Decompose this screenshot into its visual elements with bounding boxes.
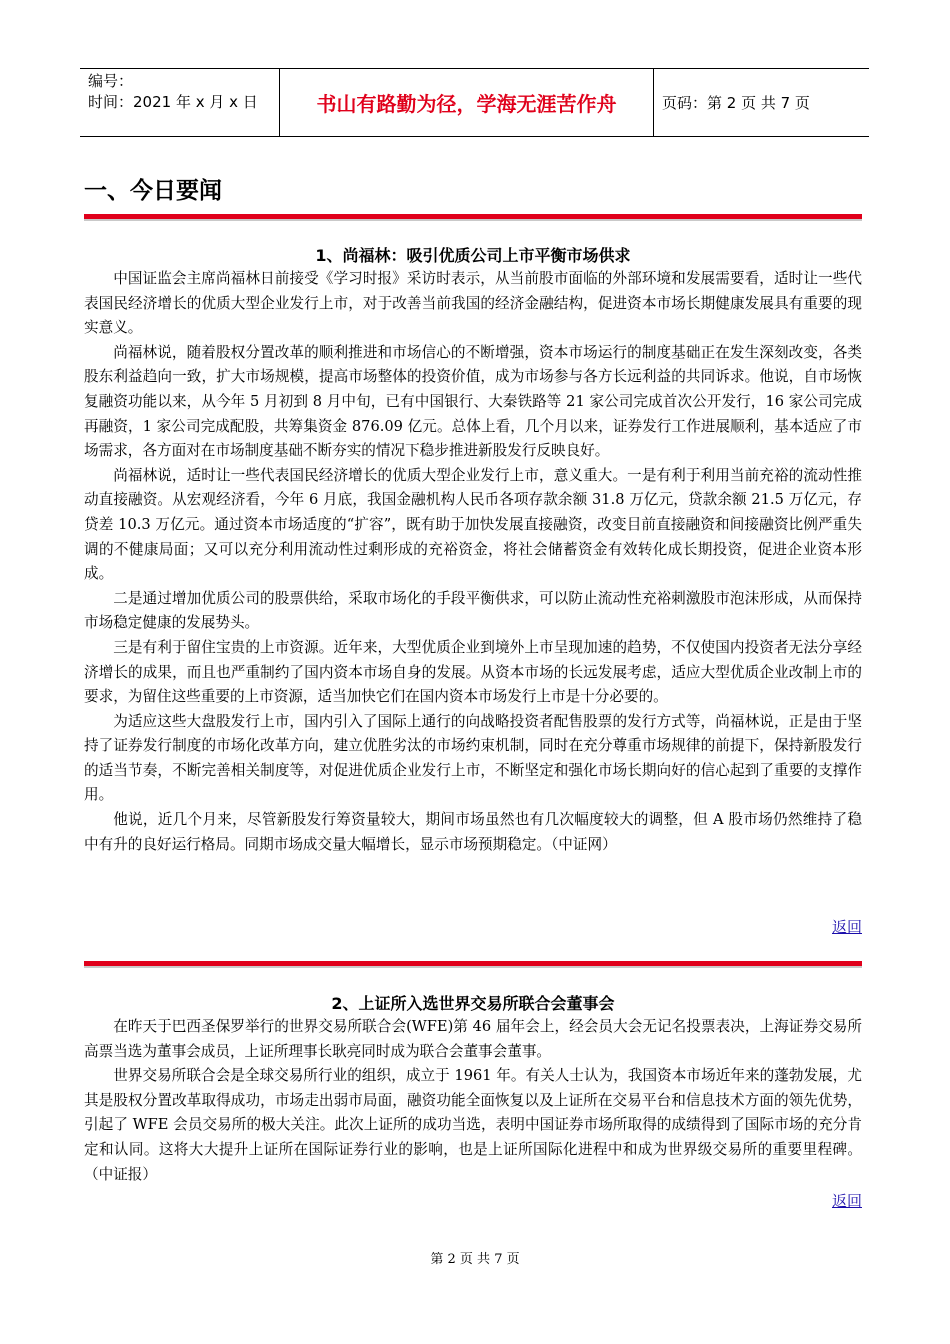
header-page-label: 页码：第 2 页 共 7 页 — [662, 94, 810, 112]
document-number-label: 编号： — [88, 72, 134, 90]
article-1-paragraph: 尚福林说，适时让一些代表国民经济增长的优质大型企业发行上市，意义重大。一是有利于利用当前充裕的流动性推动直接融资。从宏观经济看，今年 6 月底，我国金融机构人民币各项存款余额 31.8 万亿元，贷款余额 21.5 万亿元，存贷差 10.3 万亿元。通过资本市场适度的“扩容”，既有助于加快发展直接融资，改变目前直接融资和间接融资比例严重失调的不健康局面；又可以充分利用流动性过剩形成的充裕资金，将社会储蓄资金有效转化成长期投资，促进企业资本形成。 — [84, 466, 862, 583]
article-1-back-link[interactable]: 返回 — [831, 918, 862, 936]
article-1-paragraph: 他说，近几个月来，尽管新股发行筹资量较大，期间市场虽然也有几次幅度较大的调整，但 A 股市场仍然维持了稳中有升的良好运行格局。同期市场成交量大幅增长，显示市场预期稳定。（中证网） — [84, 811, 862, 853]
article-2-paragraph: 世界交易所联合会是全球交易所行业的组织，成立于 1961 年。有关人士认为，我国资本市场近年来的蓬勃发展，尤其是股权分置改革取得成功，市场走出弱市局面，融资功能全面恢复以及上证所在交易平台和信息技术方面的领先优势，引起了 WFE 会员交易所的极大关注。此次上证所的成功当选，表明中国证券市场所取得的成绩得到了国际市场的充分肯定和认同。这将大大提升上证所在国际证券行业的影响，也是上证所国际化进程中和成为世界级交易所的重要里程碑。（中证报） — [84, 1067, 862, 1183]
article-1-paragraph: 二是通过增加优质公司的股票供给，采取市场化的手段平衡供求，可以防止流动性充裕刺激股市泡沫形成，从而保持市场稳定健康的发展势头。 — [84, 589, 862, 632]
article-2-back-link[interactable]: 返回 — [831, 1192, 862, 1210]
page-footer: 第 2 页 共 7 页 — [430, 1252, 520, 1267]
document-time-label: 时间：2021 年 x 月 x 日 — [88, 93, 258, 111]
header-motto: 书山有路勤为径，学海无涯苦作舟 — [280, 69, 654, 136]
article-1-paragraph: 尚福林说，随着股权分置改革的顺利推进和市场信心的不断增强，资本市场运行的制度基础正在发生深刻改变，各类股东利益趋向一致，扩大市场规模，提高市场整体的投资价值，成为市场参与各方长远利益的共同诉求。他说，自市场恢复融资功能以来，从今年 5 月初到 8 月中旬，已有中国银行、大秦铁路等 21 家公司完成首次公开发行，16 家公司完成再融资，1 家公司完成配股，共筹集资金 876.09 亿元。总体上看，几个月以来，证券发行工作进展顺利，基本适应了市场需求，各方面对在市场制度基础不断夯实的情况下稳步推进新股发行反映良好。 — [84, 343, 862, 460]
article-1-paragraph: 中国证监会主席尚福林日前接受《学习时报》采访时表示，从当前股市面临的外部环境和发展需要看，适时让一些代表国民经济增长的优质大型企业发行上市，对于改善当前我国的经济金融结构，促进资本市场长期健康发展具有重要的现实意义。 — [84, 270, 862, 337]
article-2-body — [84, 1015, 862, 1187]
article-1-paragraph: 为适应这些大盘股发行上市，国内引入了国际上通行的向战略投资者配售股票的发行方式等，尚福林说，正是由于坚持了证券发行制度的市场化改革方向，建立优胜劣汰的市场约束机制，同时在充分尊重市场规律的前提下，保持新股发行的适当节奏，不断完善相关制度等，对促进优质企业发行上市，不断坚定和强化市场长期向好的信心起到了重要的支撑作用。 — [84, 712, 862, 804]
article-divider — [84, 961, 862, 966]
section-title: 一、今日要闻 — [84, 178, 222, 204]
article-1-paragraph: 三是有利于留住宝贵的上市资源。近年来，大型优质企业到境外上市呈现加速的趋势，不仅使国内投资者无法分享经济增长的成果，而且也严重制约了国内资本市场自身的发展。从资本市场的长远发展考虑，适应大型优质企业改制上市的要求，为留住这些重要的上市资源，适当加快它们在国内资本市场发行上市是十分必要的。 — [84, 638, 862, 706]
article-2-title: 2、上证所入选世界交易所联合会董事会 — [331, 994, 615, 1013]
article-2-paragraph: 在昨天于巴西圣保罗举行的世界交易所联合会(WFE)第 46 届年会上，经会员大会无记名投票表决，上海证券交易所高票当选为董事会成员，上证所理事长耿亮同时成为联合会董事会董事。 — [84, 1018, 862, 1060]
page-header — [80, 68, 869, 137]
article-1-title: 1、尚福林：吸引优质公司上市平衡市场供求 — [315, 246, 631, 265]
section-divider — [84, 214, 862, 219]
header-meta — [80, 69, 280, 136]
article-1-body — [84, 267, 862, 857]
